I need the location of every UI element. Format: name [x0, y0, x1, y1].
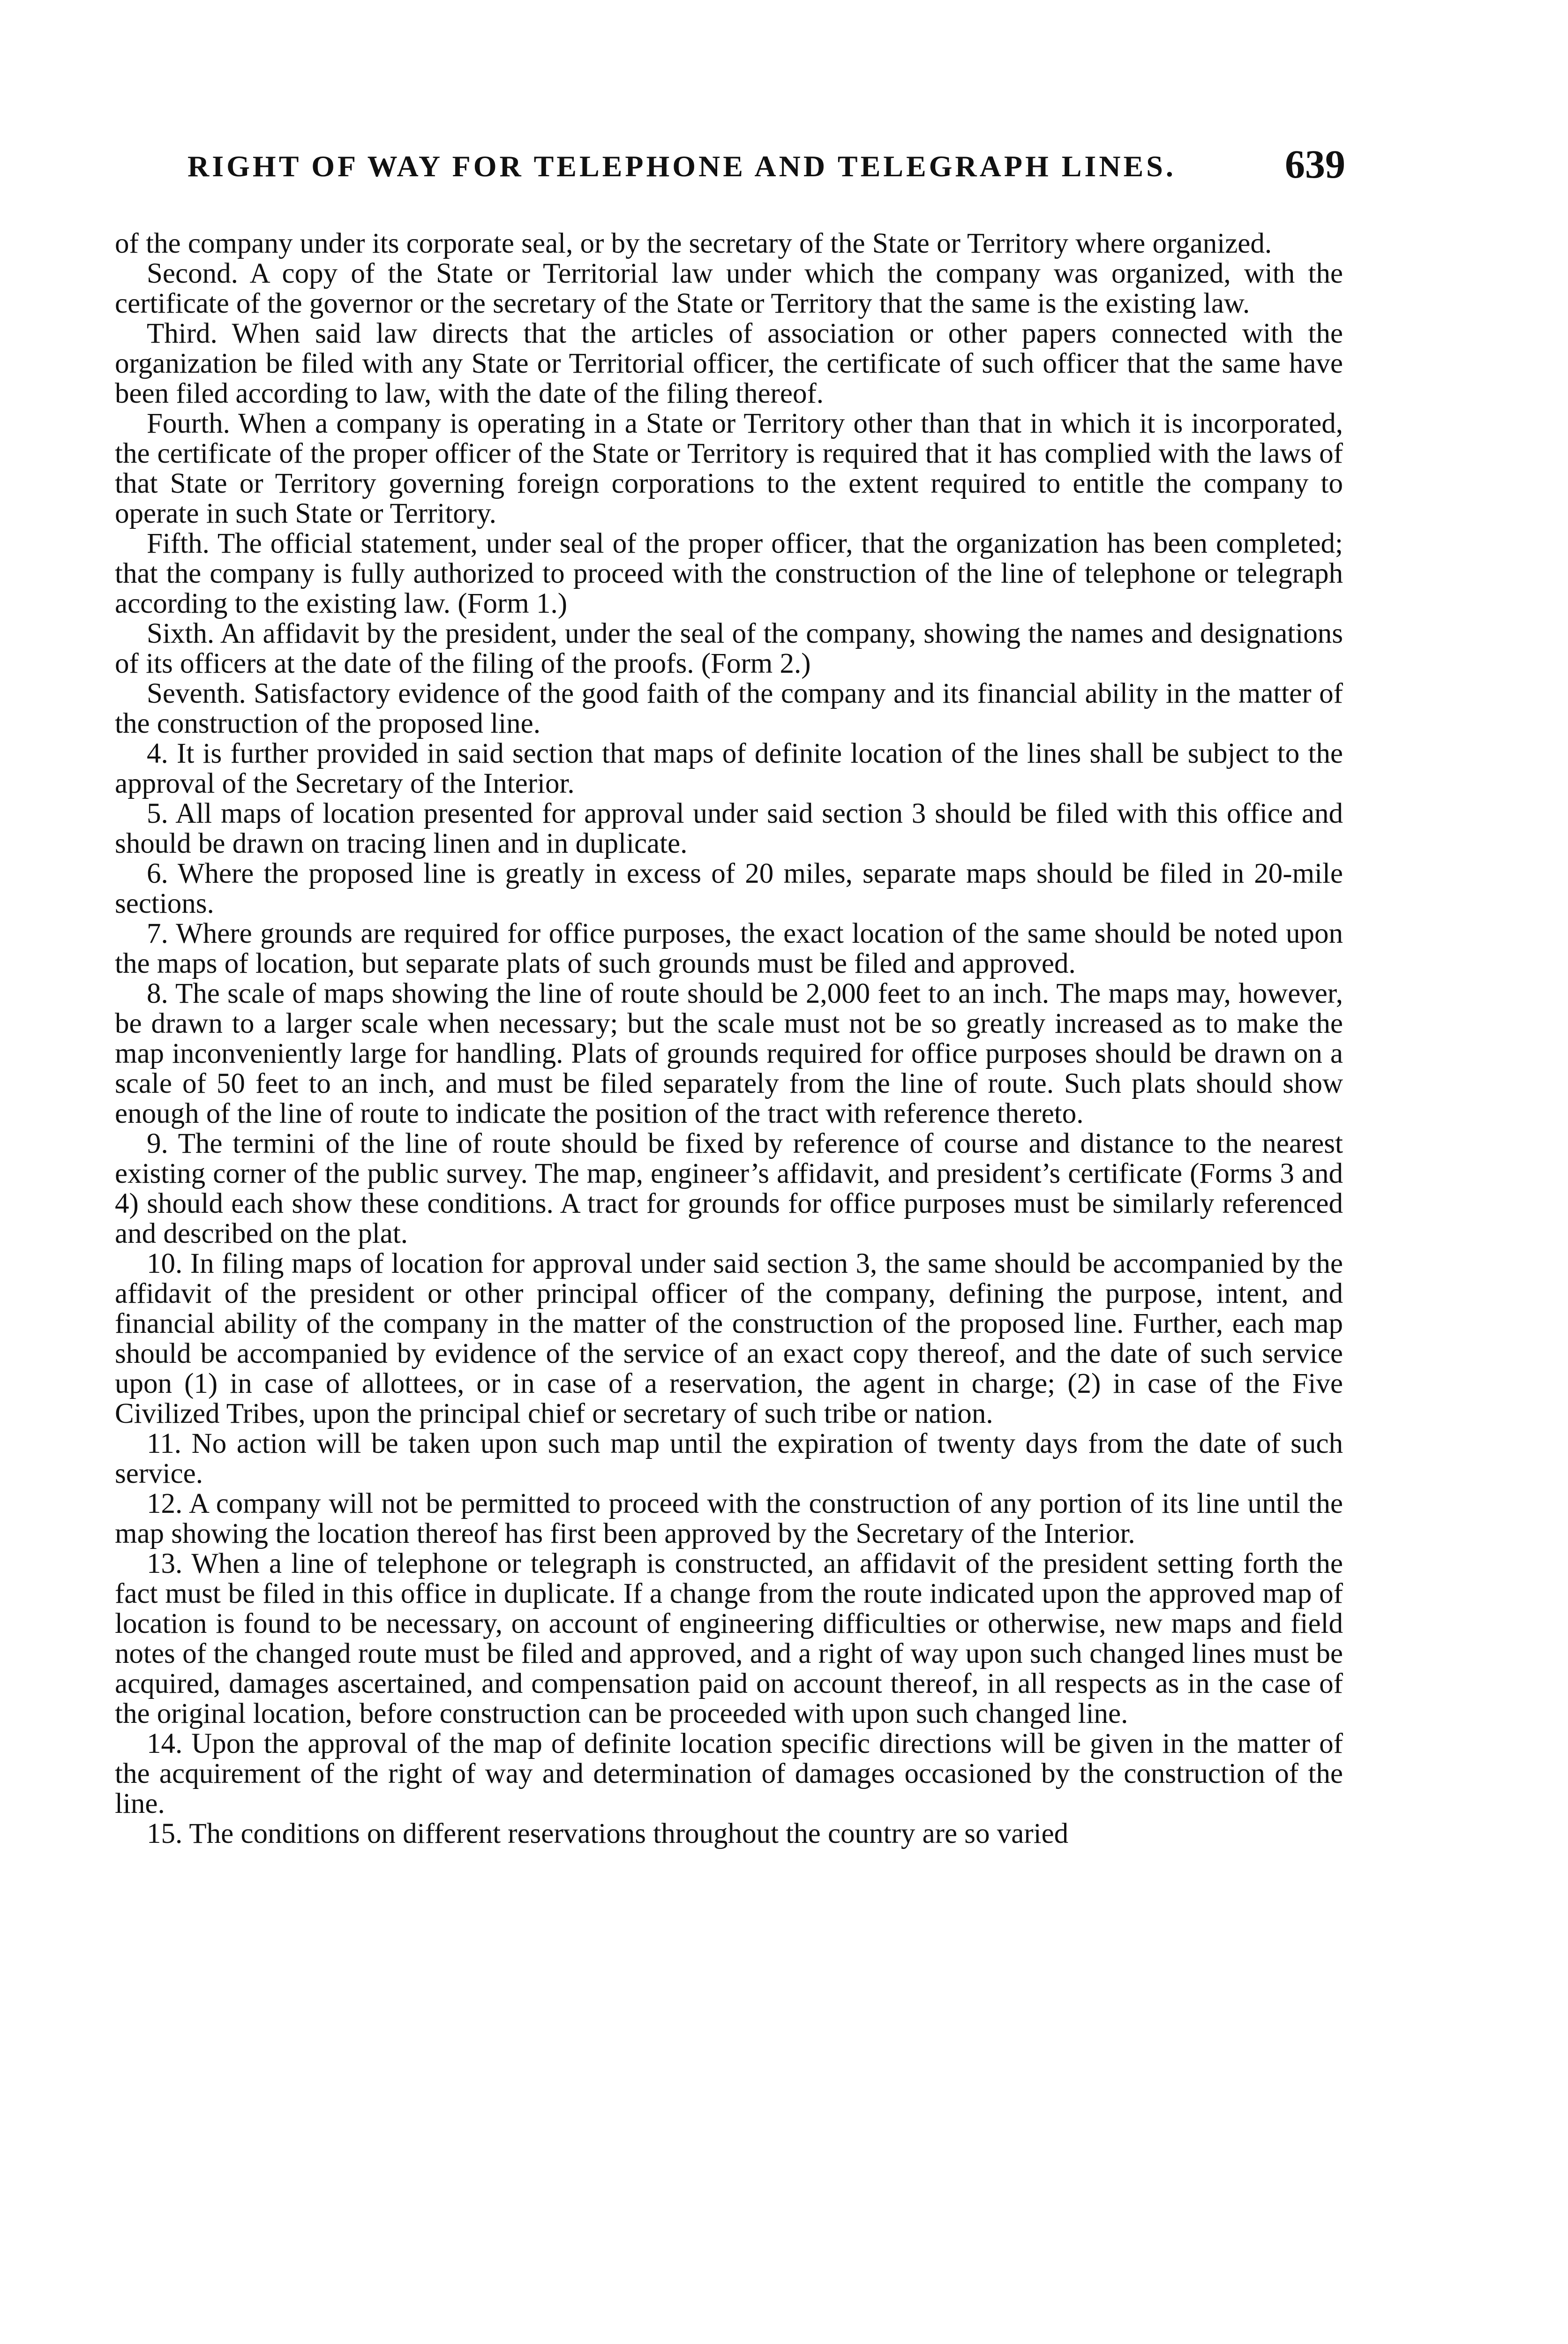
paragraph-5: 5. All maps of location presented for approval under said section 3 should be filed with this office and should be drawn on tracing linen and in duplicate. [115, 798, 1343, 859]
paragraph-6: 6. Where the proposed line is greatly in excess of 20 miles, separate maps should be filed in 20-mile sections. [115, 858, 1343, 919]
paragraph-11: 11. No action will be taken upon such map until the expiration of twenty days from the date of such service. [115, 1428, 1343, 1489]
paragraph-7: 7. Where grounds are required for office purposes, the exact location of the same should be noted upon the maps of location, but separate plats of such grounds must be filed and approved. [115, 918, 1343, 979]
paragraph-sixth: Sixth. An affidavit by the president, under the seal of the company, showing the names and designations of its officers at the date of the filing of the proofs. (Form 2.) [115, 618, 1343, 679]
paragraph-8: 8. The scale of maps showing the line of route should be 2,000 feet to an inch. The maps may, however, be drawn to a larger scale when necessary; but the scale must not be so greatly increased as to make the map inconveniently large for handling. Plats of grounds required for office purposes should be drawn on a scale of 50 feet to an inch, and must be filed separately from the line of route. Such plats should show enough of the line of route to indicate the position of the tract with reference thereto. [115, 978, 1343, 1129]
paragraph-fifth: Fifth. The official statement, under seal of the proper officer, that the organization has been completed; that the company is fully authorized to proceed with the construction of the line of telephone or telegraph according to the existing law. (Form 1.) [115, 528, 1343, 619]
paragraph-third: Third. When said law directs that the articles of association or other papers connected with the organization be filed with any State or Territorial officer, the certificate of such officer that the same have been filed according to law, with the date of the filing thereof. [115, 318, 1343, 409]
paragraph-fourth: Fourth. When a company is operating in a State or Territory other than that in which it is incorporated, the certificate of the proper officer of the State or Territory is required that it has complied with the laws of that State or Territory governing foreign corporations to the extent required to entitle the company to operate in such State or Territory. [115, 408, 1343, 529]
paragraph-13: 13. When a line of telephone or telegraph is constructed, an affidavit of the president setting forth the fact must be filed in this office in duplicate. If a change from the route indicated upon the approved map of location is found to be necessary, on account of engineering difficulties or otherwise, new maps and field notes of the changed route must be filed and approved, and a right of way upon such changed lines must be acquired, damages ascertained, and compensation paid on account thereof, in all respects as in the case of the original location, before construction can be proceeded with upon such changed line. [115, 1548, 1343, 1729]
paragraph-seventh: Seventh. Satisfactory evidence of the good faith of the company and its financial ability in the matter of the construction of the proposed line. [115, 678, 1343, 739]
running-title: RIGHT OF WAY FOR TELEPHONE AND TELEGRAPH LINES. [188, 150, 1176, 183]
running-head [188, 141, 1345, 192]
paragraph-10: 10. In filing maps of location for approval under said section 3, the same should be accompanied by the affidavit of the president or other principal officer of the company, defining the purpose, intent, and financial ability of the company in the matter of the construction of the proposed line. Further, each map should be accompanied by evidence of the service of an exact copy thereof, and the date of such service upon (1) in case of allottees, or in case of a reservation, the agent in charge; (2) in case of the Five Civilized Tribes, upon the principal chief or secretary of such tribe or nation. [115, 1248, 1343, 1429]
paragraph-4: 4. It is further provided in said section that maps of definite location of the lines shall be subject to the approval of the Secretary of the Interior. [115, 738, 1343, 799]
paragraph-second: Second. A copy of the State or Territorial law under which the company was organized, with the certificate of the governor or the secretary of the State or Territory that the same is the existing law. [115, 258, 1343, 319]
paragraph-continuation: of the company under its corporate seal, or by the secretary of the State or Territory where organized. [115, 228, 1272, 259]
paragraph-9: 9. The termini of the line of route should be fixed by reference of course and distance to the nearest existing corner of the public survey. The map, engineer’s affidavit, and president’s certificate (Forms 3 and 4) should each show these conditions. A tract for grounds for office purposes must be similarly referenced and described on the plat. [115, 1128, 1343, 1249]
body-text [115, 229, 1343, 1849]
page-number: 639 [1285, 142, 1345, 187]
paragraph-14: 14. Upon the approval of the map of definite location specific directions will be given in the matter of the acquirement of the right of way and determination of damages occasioned by the construction of the line. [115, 1728, 1343, 1819]
paragraph-15: 15. The conditions on different reservations throughout the country are so varied [147, 1818, 1069, 1849]
paragraph-12: 12. A company will not be permitted to proceed with the construction of any portion of its line until the map showing the location thereof has first been approved by the Secretary of the Interior. [115, 1488, 1343, 1549]
